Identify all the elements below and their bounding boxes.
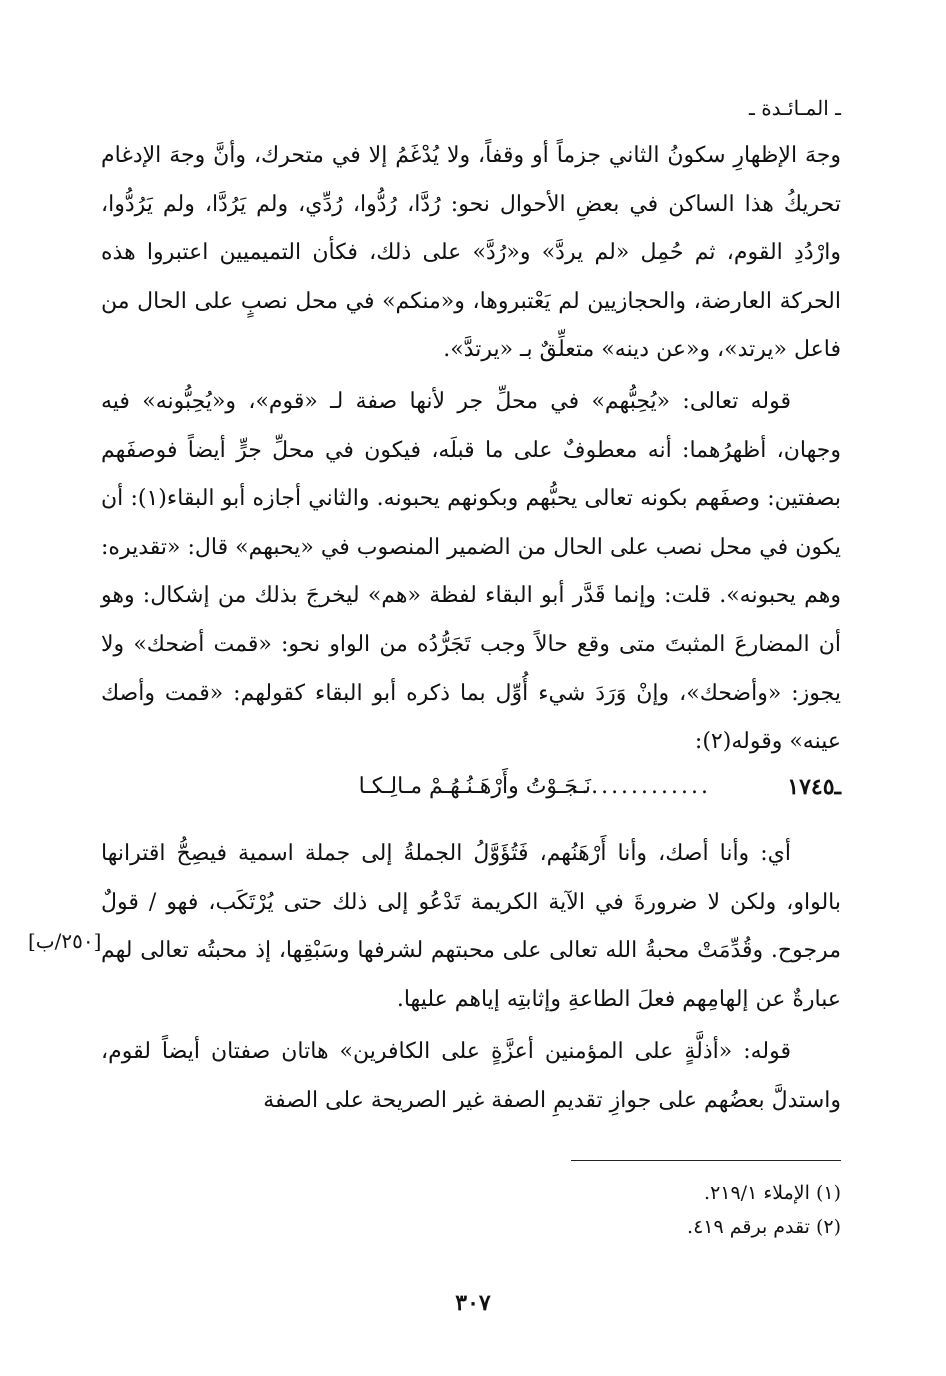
footnote-2: (٢) تقدم برقم ٤١٩. xyxy=(687,1216,841,1238)
poetry-verse xyxy=(101,770,841,810)
footnote-1: (١) الإملاء ٢١٩/١. xyxy=(704,1182,841,1204)
running-header: ـ المـائـدة ـ xyxy=(748,96,841,120)
paragraph-3: أي: وأنا أصك، وأنا أَرْهَنُهم، فَتُؤَوَّلُ الجملةُ إلى جملة اسمية فيصِحُّ اقترانها بالواو، ولكن لا ضرورةَ في الآية الكريمة تَدْعُو إلى ذلك حتى يُرْتَكَب، فهو / قولٌ مرجوح. وقُدِّمَتْ محبةُ الله تعالى على محبتهم لشرفها وسَبْقِها، إذ محبتُه تعالى لهم عبارةٌ عن إلهامِهم فعلَ الطاعةِ وإثابتِه إياهم عليها. xyxy=(101,841,841,1012)
verse-number: ـ١٧٤٥ xyxy=(787,774,841,800)
margin-manuscript-reference: [٢٥٠/ب] xyxy=(28,929,102,953)
paragraph-1: وجهَ الإظهارِ سكونُ الثاني جزماً أو وقفاً، ولا يُدْغَمُ إلا في متحرك، وأنَّ وجهَ الإدغام تحريكُ هذا الساكن في بعضِ الأحوال نحو: رُدَّا، رُدُّوا، رُدِّي، ولم يَرُدَّا، ولم يَرُدُّوا، وارْدُدِ القوم، ثم حُمِل «لم يردَّ» و«رُدَّ» على ذلك، فكأن التميميين اعتبروا هذه الحركة العارضة، والحجازيين لم يَعْتبروها، و«منكم» في محل نصبٍ على الحال من فاعل «يرتد»، و«عن دينه» متعلِّقٌ بـ «يرتدَّ». xyxy=(101,143,841,363)
footnotes xyxy=(687,1176,841,1244)
paragraph-4: قوله: «أذلَّةٍ على المؤمنين أعزَّةٍ على الكافرين» هاتان صفتان أيضاً لقوم، واستدلَّ بعضُهم على جوازِ تقديمِ الصفة غير الصريحة على الصفة xyxy=(101,1039,841,1113)
footnote-divider xyxy=(571,1160,841,1161)
paragraph-2: قوله تعالى: «يُحِبُّهم» في محلِّ جر لأنها صفة لـ «قوم»، و«يُحِبُّونه» فيه وجهان، أظهرُهما: أنه معطوفٌ على ما قبلَه، فيكون في محلِّ جرٍّ أيضاً فوصفَهم بصفتين: وصفَهم بكونه تعالى يحبُّهم وبكونهم يحبونه. والثاني أجازه أبو البقاء(١): أن يكون في محل نصب على الحال من الضمير المنصوب في «يحبهم» قال: «تقديره: وهم يحبونه». قلت: وإنما قَدَّر أبو البقاء لفظة «هم» ليخرجَ بذلك من إشكال: وهو أن المضارعَ المثبتَ متى وقع حالاً وجب تَجَرُّدُه من الواو نحو: «قمت أضحك» ولا يجوز: «وأضحك»، وإنْ وَرَدَ شيء أُوِّل بما ذكره أبو البقاء كقولهم: «قمت وأصك عينه» وقوله(٢): xyxy=(101,389,841,755)
page-number: ٣٠٧ xyxy=(455,1290,491,1316)
verse-dots: .............. xyxy=(571,774,711,799)
verse-text: نَـجَـوْتُ وأَرْهَـنُـهُـمْ مـالِـكـا xyxy=(358,774,591,799)
